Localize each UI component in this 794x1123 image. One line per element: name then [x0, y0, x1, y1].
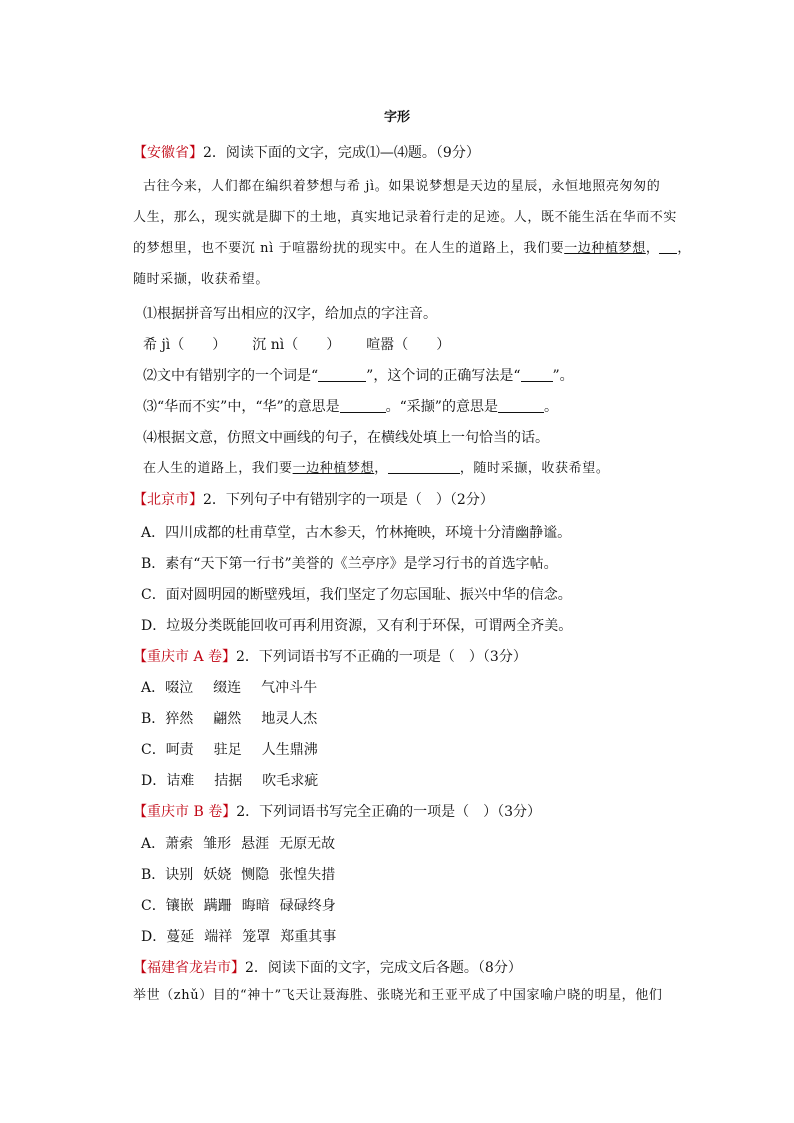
underlined-phrase: 一边种植梦想	[292, 461, 375, 476]
option-word: 蔓延	[166, 929, 195, 945]
sub-question-text: ”，这个词的正确写法是“	[366, 368, 521, 384]
sub-question: ⑷根据文意，仿照文中画线的句子，在横线处填上一句恰当的话。	[143, 430, 549, 446]
option: 沉 nì（ ）	[252, 337, 341, 353]
sub-question-text: ，	[374, 461, 388, 476]
option-word: 诀别	[165, 867, 194, 883]
sub-question-text: 在人生的道路上，我们要	[143, 461, 293, 476]
answer-blank[interactable]	[498, 398, 544, 413]
option-letter: C．	[141, 742, 166, 758]
option-word: 雏形	[203, 836, 232, 852]
option-line	[141, 709, 317, 729]
option-word: 镶嵌	[165, 898, 194, 914]
option-word: 呵责	[165, 742, 194, 758]
question-heading	[133, 802, 541, 822]
page-title: 字形	[383, 110, 410, 125]
sub-question-text: 。“采撷”的意思是	[385, 399, 498, 415]
passage-line: 古往今来，人们都在编织着梦想与希 jì。如果说梦想是天边的星辰，永恒地照亮匆匆的	[143, 179, 661, 194]
option-word: 缀连	[213, 680, 242, 696]
option-word: 悬涯	[241, 836, 270, 852]
option-word: 气冲斗牛	[261, 680, 318, 696]
option-letter: A．	[141, 836, 166, 852]
passage-line	[133, 239, 691, 259]
option-line: D．垃圾分类既能回收可再利用资源，又有利于环保，可谓两全齐美。	[141, 618, 573, 634]
answer-blank[interactable]	[521, 367, 553, 382]
region-tag: 【重庆市 A 卷】	[133, 649, 237, 665]
option-letter: D．	[141, 773, 167, 789]
option-letter: C．	[141, 898, 166, 914]
passage-line: 人生，那么，现实就是脚下的土地，真实地记录着行走的足迹。人，既不能生活在华而不实	[133, 210, 678, 225]
question-heading	[133, 647, 527, 667]
option-line	[141, 740, 318, 760]
region-tag: 【福建省龙岩市】	[133, 960, 245, 976]
option-word: 吹毛求疵	[262, 773, 319, 789]
region-tag: 【安徽省】	[133, 145, 203, 161]
question-heading	[133, 143, 480, 163]
option-word: 萧索	[165, 836, 194, 852]
option-word: 郑重其事	[280, 929, 337, 945]
sub-question-answer-line	[143, 459, 609, 479]
option-word: 晦暗	[241, 898, 270, 914]
passage-text: ，	[677, 241, 692, 256]
answer-blank[interactable]	[340, 398, 386, 413]
option-line: B．素有“天下第一行书”美誉的《兰亭序》是学习行书的首选字帖。	[141, 556, 558, 572]
question-text: 2．下列词语书写不正确的一项是（ ）（3分）	[236, 649, 527, 665]
option-word: 无原无故	[279, 836, 336, 852]
option-line	[141, 896, 336, 916]
option-word: 碌碌终身	[279, 898, 336, 914]
option-word: 人生鼎沸	[261, 742, 318, 758]
option-letter: A．	[141, 680, 166, 696]
question-text: 2．下列句子中有错别字的一项是（ ）（2分）	[203, 492, 494, 508]
sub-question-text: ，随时采撷，收获希望。	[459, 461, 610, 476]
option-word: 笼罩	[242, 929, 271, 945]
option-word: 拮据	[214, 773, 243, 789]
sub-question-text: ⑵文中有错别字的一个词是“	[143, 368, 319, 384]
option-word: 诘难	[166, 773, 195, 789]
question-text: 2．阅读下面的文字，完成文后各题。（8分）	[245, 960, 522, 976]
sub-question-text: ”。	[552, 368, 574, 384]
option-line: A．四川成都的杜甫草堂，古木参天，竹林掩映，环境十分清幽静谧。	[141, 525, 572, 541]
option-line	[141, 771, 318, 791]
question-text: 2．下列词语书写完全正确的一项是（ ）（3分）	[236, 804, 542, 820]
option-word: 端祥	[204, 929, 233, 945]
option-letter: D．	[141, 929, 167, 945]
option-line	[141, 678, 317, 698]
option-line	[141, 927, 336, 947]
sub-question: ⑴根据拼音写出相应的汉字，给加点的字注音。	[143, 306, 437, 322]
option-word: 翩然	[213, 711, 242, 727]
passage-text: 的梦想里，也不要沉 nì 于喧嚣纷扰的现实中。在人生的道路上，我们要	[133, 241, 565, 256]
option-word: 妖娆	[203, 867, 232, 883]
option-letter: B．	[141, 867, 166, 883]
option-word: 蹒跚	[203, 898, 232, 914]
sub-question	[143, 397, 558, 417]
sub-question-text: 。	[543, 399, 558, 415]
answer-blank[interactable]	[388, 459, 460, 474]
option-word: 猝然	[165, 711, 194, 727]
answer-blank[interactable]	[659, 239, 677, 254]
question-text: 2．阅读下面的文字，完成⑴—⑷题。（9分）	[203, 145, 480, 161]
option: 希 jì（ ）	[143, 337, 227, 353]
option-word: 地灵人杰	[261, 711, 318, 727]
sub-question-options	[143, 335, 450, 355]
sub-question	[143, 366, 574, 386]
option: 喧嚣（ ）	[366, 337, 451, 353]
option-letter: B．	[141, 711, 166, 727]
passage-line: 举世（zhǔ）目的“神十”飞天让聂海胜、张晓光和王亚平成了中国家喻户晓的明星，他们	[133, 988, 663, 1003]
option-line	[141, 865, 335, 885]
question-heading	[133, 958, 522, 978]
underlined-phrase: 一边种植梦想	[564, 241, 646, 256]
answer-blank[interactable]	[318, 367, 366, 382]
option-line	[141, 834, 335, 854]
sub-question-text: ⑶“华而不实”中，“华”的意思是	[143, 399, 340, 415]
question-heading	[133, 490, 494, 510]
option-word: 张惶失措	[279, 867, 336, 883]
region-tag: 【重庆市 B 卷】	[133, 804, 237, 820]
option-word: 啜泣	[165, 680, 194, 696]
passage-text: ，	[645, 241, 660, 256]
region-tag: 【北京市】	[133, 492, 203, 508]
option-word: 恻隐	[241, 867, 270, 883]
option-word: 驻足	[213, 742, 242, 758]
passage-line: 随时采撷，收获希望。	[133, 272, 270, 287]
option-line: C．面对圆明园的断壁残垣，我们坚定了勿忘国耻、振兴中华的信念。	[141, 587, 572, 603]
